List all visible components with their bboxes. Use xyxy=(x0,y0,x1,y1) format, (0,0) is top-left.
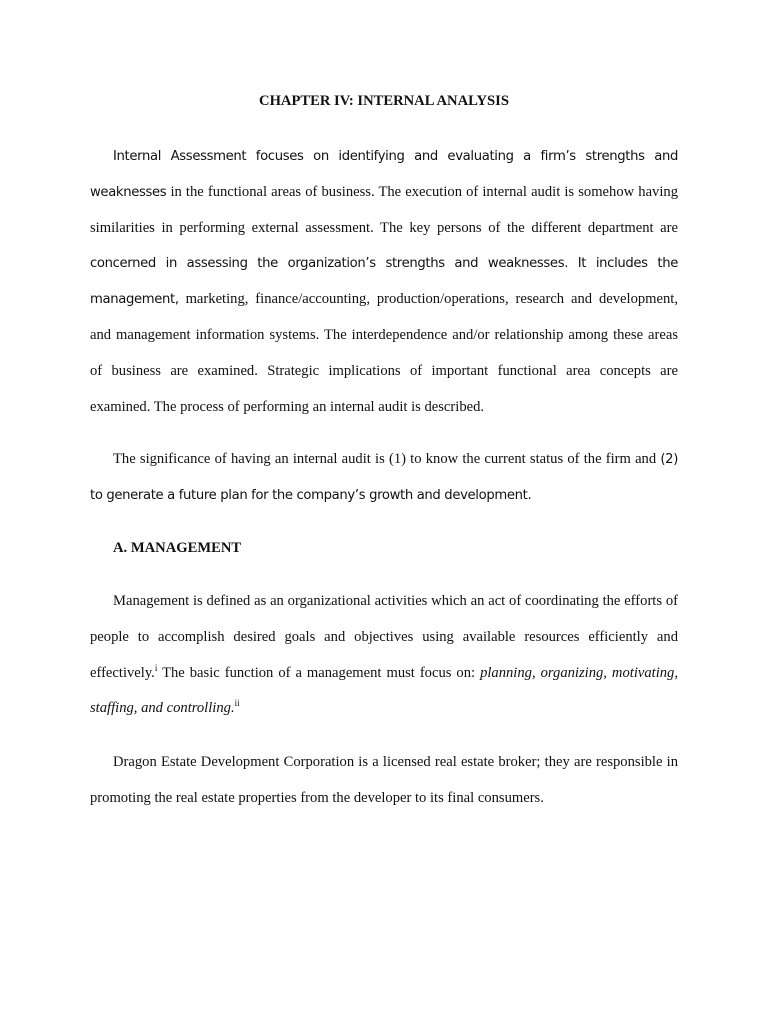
significance-serif-run: The significance of having an internal audit is (1) to know the current status of the firm and xyxy=(113,451,661,467)
significance-paragraph xyxy=(90,442,678,514)
significance-sans-run: (2) to generate a future plan for the company’s growth and development. xyxy=(90,452,678,503)
footnote-marker-i[interactable]: i xyxy=(154,662,158,673)
footnote-marker-ii[interactable]: ii xyxy=(234,698,240,709)
management-functions-list: planning, organizing, motivating, staffing, and controlling. xyxy=(90,664,678,717)
intro-sans-run-1: Internal Assessment focuses on identifying and evaluating a firm’s strengths and weaknesses xyxy=(90,149,678,200)
company-paragraph: Dragon Estate Development Corporation is a licensed real estate broker; they are responsible in promoting the real estate properties from the developer to its final consumers. xyxy=(90,754,678,806)
chapter-title: CHAPTER IV: INTERNAL ANALYSIS xyxy=(259,93,509,109)
intro-paragraph xyxy=(90,139,678,425)
management-definition: Management is defined as an organizational activities which an act of coordinating the efforts of people to accomplish desired goals and objectives using available resources efficiently and effectively. xyxy=(90,593,678,681)
intro-sans-run-2: concerned in assessing the organization’s strengths and weaknesses. It includes the management, xyxy=(90,256,678,308)
intro-serif-run-2: marketing, finance/accounting, production/operations, research and development, and management information systems. The interdependence and/or relationship among these areas of business are examined. Strategic implications of important functional area concepts are examined. The process of performing an internal audit is described. xyxy=(90,291,678,415)
management-function-intro: The basic function of a management must focus on: xyxy=(157,664,481,681)
intro-serif-run-1: in the functional areas of business. The execution of internal audit is somehow having similarities in performing external assessment. The key persons of the different department are xyxy=(90,183,678,236)
section-heading-management: A. MANAGEMENT xyxy=(113,540,242,556)
management-paragraph xyxy=(90,584,678,727)
